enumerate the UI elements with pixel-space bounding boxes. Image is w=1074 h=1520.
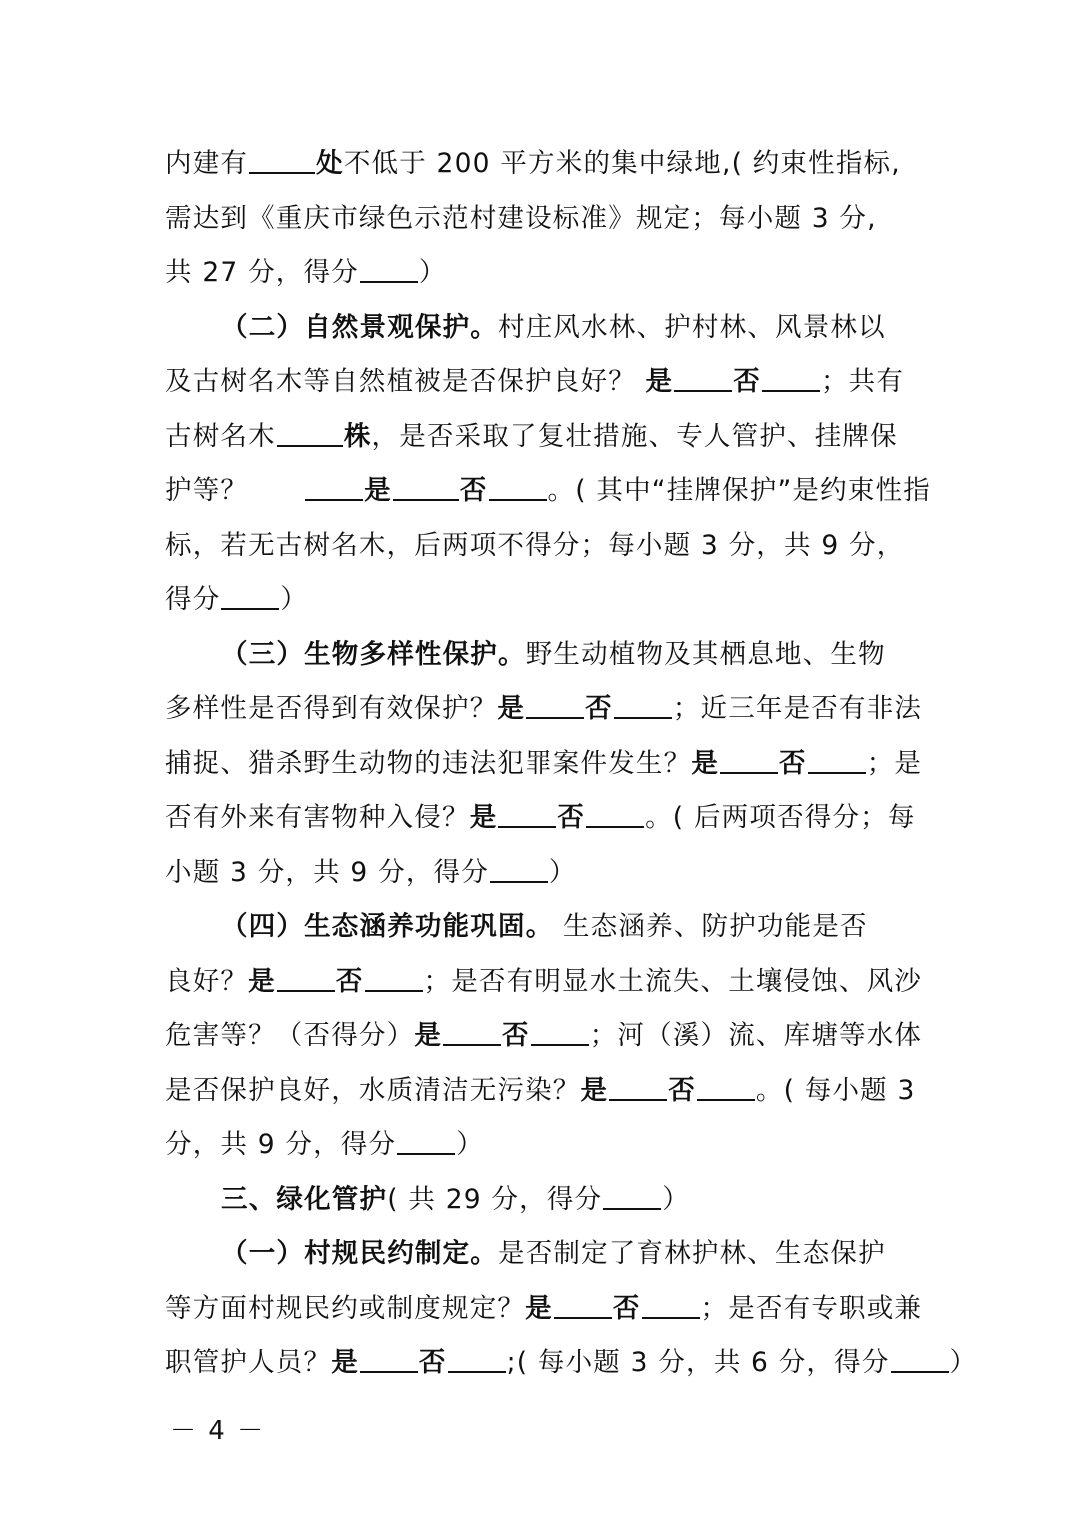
yes-label: 是 bbox=[469, 802, 498, 833]
no-label: 否 bbox=[779, 747, 807, 779]
yes-label: 是 bbox=[364, 475, 392, 506]
no-label: 否 bbox=[585, 693, 613, 724]
section-heading: （一）村规民约制定。 bbox=[221, 1238, 498, 1269]
no-label: 否 bbox=[335, 965, 364, 997]
section-heading: （二）自然景观保护。 bbox=[221, 311, 498, 343]
text-run: ；是 bbox=[866, 747, 923, 779]
text-run: 及古树名木等自然植被是否保护良好？ bbox=[165, 366, 646, 397]
score-blank[interactable] bbox=[891, 1345, 949, 1373]
text-run: 共 27 分，得分 bbox=[165, 257, 359, 288]
text-run: ） bbox=[418, 257, 447, 288]
text-run: ） bbox=[456, 1129, 484, 1160]
text-line bbox=[165, 410, 913, 465]
text-line bbox=[165, 955, 923, 1010]
page-number: － 4 － bbox=[170, 1416, 266, 1446]
score-blank[interactable] bbox=[490, 855, 548, 883]
text-run: 分，共 9 分，得分 bbox=[165, 1129, 397, 1160]
text-line bbox=[165, 464, 931, 519]
yes-blank[interactable] bbox=[674, 364, 732, 392]
text-line bbox=[165, 900, 913, 955]
score-blank[interactable] bbox=[360, 255, 418, 283]
text-run: 。( 其中“挂牌保护”是约束性指 bbox=[547, 475, 931, 506]
text-run: ；河（溪）流、库塘等水体 bbox=[589, 1020, 923, 1051]
text-run: ；是否有明显水土流失、土壤侵蚀、风沙 bbox=[423, 965, 923, 997]
section-heading: （三）生物多样性保护。 bbox=[221, 638, 526, 670]
text-run: 职管护人员？ bbox=[165, 1347, 332, 1378]
no-blank[interactable] bbox=[489, 473, 547, 501]
text-run: 多样性是否得到有效保护？ bbox=[165, 693, 498, 724]
text-run: ） bbox=[949, 1347, 978, 1378]
yes-blank[interactable] bbox=[609, 1073, 667, 1101]
yes-label: 是 bbox=[645, 366, 674, 397]
text-run: ） bbox=[662, 1183, 690, 1215]
yes-blank[interactable] bbox=[443, 1018, 501, 1046]
text-run: ） bbox=[548, 856, 577, 888]
fill-blank[interactable] bbox=[305, 473, 363, 501]
text-run: ；共有 bbox=[820, 366, 905, 397]
text-run: 。( 后两项否得分；每 bbox=[645, 802, 916, 833]
no-blank[interactable] bbox=[808, 746, 866, 774]
no-label: 否 bbox=[557, 802, 586, 833]
text-run: 村庄风水林、护村林、风景林以 bbox=[498, 311, 886, 343]
text-line bbox=[165, 1173, 913, 1228]
text-run: 生态涵养、防护功能是否 bbox=[553, 911, 868, 942]
no-label: 否 bbox=[612, 1292, 641, 1324]
yes-blank[interactable] bbox=[498, 800, 556, 828]
text-run: 是否制定了育林护林、生态保护 bbox=[498, 1238, 886, 1269]
yes-blank[interactable] bbox=[720, 746, 778, 774]
text-run: 是否保护良好，水质清洁无污染？ bbox=[165, 1074, 581, 1106]
no-blank[interactable] bbox=[365, 964, 423, 992]
text-line bbox=[165, 791, 916, 846]
yes-blank[interactable] bbox=[277, 964, 335, 992]
text-run: 捕捉、猎杀野生动物的违法犯罪案件发生？ bbox=[165, 747, 692, 779]
text-run: 野生动植物及其栖息地、生物 bbox=[525, 638, 886, 670]
yes-label: 是 bbox=[248, 965, 276, 997]
text-line bbox=[165, 1118, 913, 1173]
text-run: ，是否采取了复壮措施、专人管护、挂牌保 bbox=[371, 420, 898, 452]
text-run: ；是否有专职或兼 bbox=[700, 1292, 923, 1324]
text-line bbox=[165, 1009, 923, 1064]
yes-blank[interactable] bbox=[526, 691, 584, 719]
text-run: 等方面村规民约或制度规定？ bbox=[165, 1292, 526, 1324]
text-line bbox=[165, 1336, 978, 1391]
fill-blank[interactable] bbox=[249, 146, 315, 174]
no-label: 否 bbox=[733, 366, 761, 397]
text-run: 不低于 200 平方米的集中绿地,( 约束性指标, bbox=[343, 148, 901, 179]
yes-label: 是 bbox=[331, 1347, 359, 1378]
text-line bbox=[165, 737, 923, 792]
text-run: 内建有 bbox=[165, 148, 249, 179]
section-heading: （四）生态涵养功能巩固。 bbox=[221, 911, 554, 942]
score-blank[interactable] bbox=[221, 582, 279, 610]
text-run: ） bbox=[280, 584, 309, 615]
text-line bbox=[165, 137, 913, 192]
text-run-bold: 处 bbox=[316, 148, 344, 179]
no-label: 否 bbox=[502, 1020, 530, 1051]
text-run-bold: 株 bbox=[343, 420, 372, 452]
text-line bbox=[165, 573, 913, 628]
text-line bbox=[165, 355, 913, 410]
text-run: 得分 bbox=[165, 584, 221, 615]
no-blank[interactable] bbox=[531, 1018, 589, 1046]
text-line bbox=[165, 1064, 916, 1119]
text-run: 良好？ bbox=[165, 965, 249, 997]
no-blank[interactable] bbox=[642, 1291, 700, 1319]
text-line bbox=[165, 301, 913, 356]
text-line bbox=[165, 1227, 913, 1282]
text-line bbox=[165, 246, 913, 301]
text-run: ;( 每小题 3 分，共 6 分，得分 bbox=[506, 1347, 890, 1378]
text-run: 需达到《重庆市绿色示范村建设标准》规定；每小题 3 分, bbox=[165, 202, 877, 234]
no-blank[interactable] bbox=[586, 800, 644, 828]
yes-label: 是 bbox=[580, 1074, 609, 1106]
text-line bbox=[165, 1282, 923, 1337]
no-blank[interactable] bbox=[614, 691, 672, 719]
text-line bbox=[165, 192, 913, 247]
text-line bbox=[165, 846, 913, 901]
yes-label: 是 bbox=[525, 1292, 553, 1324]
yes-blank[interactable] bbox=[393, 473, 459, 501]
no-blank[interactable] bbox=[762, 364, 820, 392]
yes-label: 是 bbox=[497, 693, 526, 724]
yes-label: 是 bbox=[691, 747, 720, 779]
yes-blank[interactable] bbox=[554, 1291, 612, 1319]
no-label: 否 bbox=[668, 1074, 696, 1106]
text-run: ( 共 29 分，得分 bbox=[387, 1183, 603, 1215]
text-run: 。( 每小题 3 bbox=[755, 1074, 916, 1106]
text-line bbox=[165, 628, 913, 683]
text-line bbox=[165, 519, 913, 574]
yes-label: 是 bbox=[414, 1020, 443, 1051]
text-run: ；近三年是否有非法 bbox=[672, 693, 923, 724]
chapter-heading: 三、绿化管护 bbox=[221, 1183, 388, 1215]
text-run: 小题 3 分，共 9 分，得分 bbox=[165, 856, 489, 888]
text-line bbox=[165, 682, 923, 737]
fill-blank[interactable] bbox=[277, 419, 343, 447]
yes-blank[interactable] bbox=[360, 1345, 418, 1373]
no-blank[interactable] bbox=[448, 1345, 506, 1373]
text-run: 古树名木 bbox=[165, 420, 276, 452]
text-run: 护等？ bbox=[165, 475, 249, 506]
text-run: 危害等？（否得分） bbox=[165, 1020, 415, 1051]
no-blank[interactable] bbox=[697, 1073, 755, 1101]
score-blank[interactable] bbox=[397, 1127, 455, 1155]
text-run: 标，若无古树名木，后两项不得分；每小题 3 分，共 9 分， bbox=[165, 529, 905, 561]
no-label: 否 bbox=[459, 475, 488, 506]
no-label: 否 bbox=[418, 1347, 447, 1378]
score-blank[interactable] bbox=[603, 1182, 661, 1210]
document-body bbox=[165, 137, 978, 1391]
text-run: 否有外来有害物种入侵？ bbox=[165, 802, 470, 833]
